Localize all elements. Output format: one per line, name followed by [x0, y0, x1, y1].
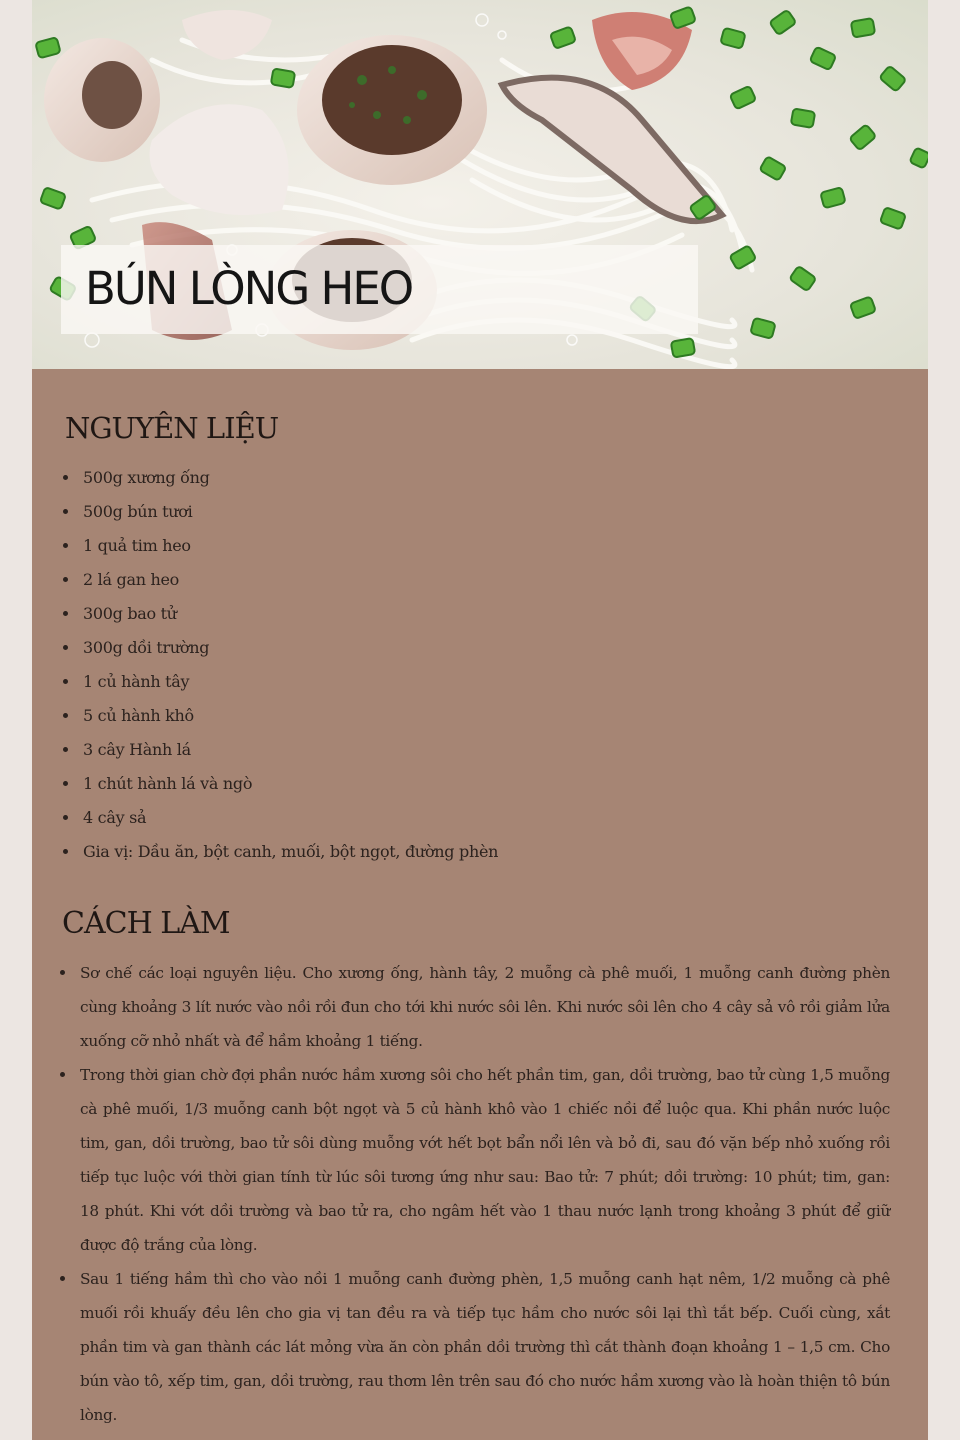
step-item: Sơ chế các loại nguyên liệu. Cho xương ống, hành tây, 2 muỗng cà phê muối, 1 muỗng canh đường phèn cùng khoảng 3 lít nước vào nồi rồi đun cho tới khi nước sôi lên. Khi nước sôi lên cho 4 cây sả vô rồi giảm lửa xuống cỡ nhỏ nhất và để hầm khoảng 1 tiếng. [80, 956, 890, 1058]
step-item: Trong thời gian chờ đợi phần nước hầm xương sôi cho hết phần tim, gan, dồi trường, bao tử cùng 1,5 muỗng cà phê muối, 1/3 muỗng canh bột ngọt và 5 củ hành khô vào 1 chiếc nồi để luộc qua. Khi phần nước luộc tim, gan, dồi trường, bao tử sôi dùng muỗng vớt hết bọt bẩn nổi lên và bỏ đi, sau đó vặn bếp nhỏ xuống rồi tiếp tục luộc với thời gian tính từ lúc sôi tương ứng như sau: Bao tử: 7 phút; dồi trường: 10 phút; tim, gan: 18 phút. Khi vớt dồi trường và bao tử ra, cho ngâm hết vào 1 thau nước lạnh trong khoảng 3 phút để giữ được độ trắng của lòng. [80, 1058, 890, 1262]
ingredient-item: 1 quả tim heo [83, 529, 883, 563]
ingredient-item: 4 cây sả [83, 801, 883, 835]
ingredient-item: 300g dồi trường [83, 631, 883, 665]
hero-photo [32, 0, 928, 369]
recipe-title: BÚN LÒNG HEO [85, 262, 413, 315]
ingredient-item: Gia vị: Dầu ăn, bột canh, muối, bột ngọt, đường phèn [83, 835, 883, 869]
ingredient-item: 5 củ hành khô [83, 699, 883, 733]
ingredient-item: 500g bún tươi [83, 495, 883, 529]
step-item: Sau 1 tiếng hầm thì cho vào nồi 1 muỗng canh đường phèn, 1,5 muỗng canh hạt nêm, 1/2 muỗng cà phê muối rồi khuấy đều lên cho gia vị tan đều ra và tiếp tục hầm cho nước sôi lại thì tắt bếp. Cuối cùng, xắt phần tim và gan thành các lát mỏng vừa ăn còn phần dồi trường thì cắt thành đoạn khoảng 1 – 1,5 cm. Cho bún vào tô, xếp tim, gan, dồi trường, rau thơm lên trên sau đó cho nước hầm xương vào là hoàn thiện tô bún lòng. [80, 1262, 890, 1432]
steps-list [80, 956, 890, 1432]
recipe-card [32, 0, 928, 1440]
title-banner [61, 245, 698, 334]
ingredient-list [83, 461, 883, 869]
ingredient-item: 2 lá gan heo [83, 563, 883, 597]
ingredients-heading: NGUYÊN LIỆU [65, 411, 279, 445]
ingredient-item: 1 chút hành lá và ngò [83, 767, 883, 801]
ingredient-item: 3 cây Hành lá [83, 733, 883, 767]
method-heading: CÁCH LÀM [62, 906, 230, 941]
ingredient-item: 1 củ hành tây [83, 665, 883, 699]
ingredient-item: 300g bao tử [83, 597, 883, 631]
ingredient-item: 500g xương ống [83, 461, 883, 495]
